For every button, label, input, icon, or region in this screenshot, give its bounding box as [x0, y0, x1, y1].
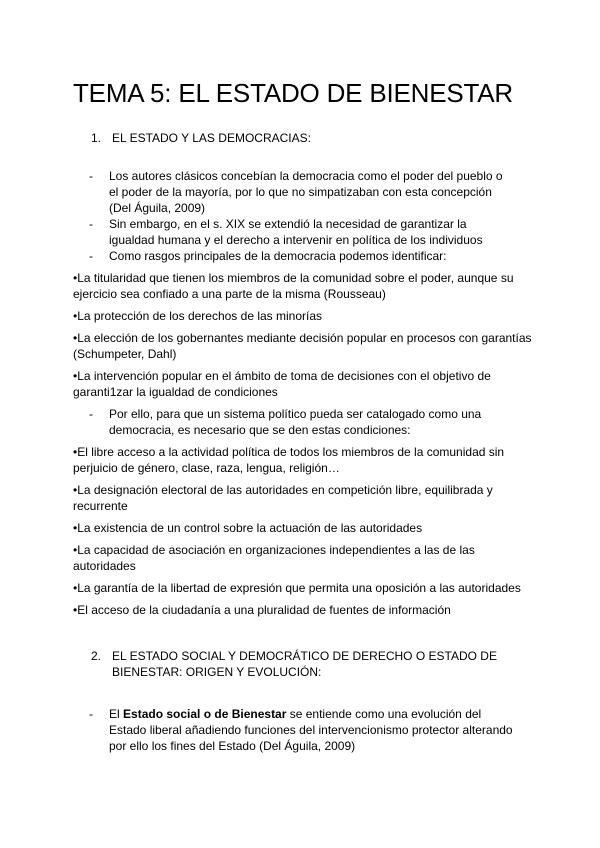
bullet-marker: •: [73, 521, 78, 535]
bullet-item: [73, 602, 533, 618]
text-suffix: se entiende como una evolución del Estado liberal añadiendo funciones del intervencionismo protector alterando por ello los fines del Estado (Del Águila, 2009): [109, 707, 513, 753]
bullet-marker: •: [73, 603, 78, 617]
bold-term: Estado social o de Bienestar: [123, 707, 287, 721]
bullet-marker: •: [73, 581, 78, 595]
text-prefix: El: [109, 707, 124, 721]
bullet-marker: •: [73, 331, 78, 345]
bullet-text: La garantía de la libertad de expresión que permita una oposición a las autoridades: [77, 581, 521, 595]
dash-item-text: Los autores clásicos concebían la democracia como el poder del pueblo o el poder de la mayoría, por lo que no simpatizaban con esta concepción (Del Águila, 2009): [109, 169, 503, 215]
dash-item-text: Por ello, para que un sistema político pueda ser catalogado como una democracia, es necesario que se den estas condiciones:: [109, 407, 482, 437]
bullet-item: [73, 270, 533, 302]
dash-marker: -: [89, 407, 93, 421]
section-title: EL ESTADO SOCIAL Y DEMOCRÁTICO DE DERECHO O ESTADO DE BIENESTAR: ORIGEN Y EVOLUCIÓN:: [112, 649, 497, 679]
section-title: EL ESTADO Y LAS DEMOCRACIAS:: [112, 131, 311, 145]
bullet-text: El libre acceso a la actividad política de todos los miembros de la comunidad sin perjuicio de género, clase, raza, lengua, religión…: [73, 445, 505, 475]
bullet-marker: •: [73, 543, 78, 557]
bullet-text: La protección de los derechos de las minorías: [77, 309, 323, 323]
bullet-item: [73, 580, 533, 596]
page-title: TEMA 5: EL ESTADO DE BIENESTAR: [73, 78, 513, 108]
dash-marker: -: [89, 169, 93, 183]
bullet-text: La capacidad de asociación en organizaciones independientes a las de las autoridades: [73, 543, 475, 573]
bullet-text: La existencia de un control sobre la actuación de las autoridades: [77, 521, 423, 535]
dash-marker: -: [89, 249, 93, 263]
bullet-item: [73, 482, 533, 514]
bullet-item: [73, 308, 533, 324]
bullet-marker: •: [73, 271, 78, 285]
dash-item-text: Como rasgos principales de la democracia podemos identificar:: [109, 249, 447, 263]
bullet-item: [73, 368, 533, 400]
bullet-item: [73, 444, 533, 476]
section-number: 2.: [91, 649, 102, 663]
bullet-item: [73, 542, 533, 574]
bullet-text: La titularidad que tienen los miembros de la comunidad sobre el poder, aunque su ejercicio sea confiado a una parte de la misma (Rousseau): [73, 271, 514, 301]
bullet-marker: •: [73, 369, 78, 383]
section-number: 1.: [91, 131, 102, 145]
dash-marker: -: [89, 707, 93, 721]
bullet-item: [73, 330, 533, 362]
bullet-text: El acceso de la ciudadanía a una pluralidad de fuentes de información: [77, 603, 451, 617]
bullet-text: La intervención popular en el ámbito de toma de decisiones con el objetivo de garanti1zar la igualdad de condiciones: [73, 369, 491, 399]
bullet-text: La elección de los gobernantes mediante decisión popular en procesos con garantías (Schumpeter, Dahl): [73, 331, 532, 361]
bullet-marker: •: [73, 309, 78, 323]
bullet-text: La designación electoral de las autoridades en competición libre, equilibrada y recurrente: [73, 483, 493, 513]
bullet-marker: •: [73, 483, 78, 497]
bullet-marker: •: [73, 445, 78, 459]
dash-item-text: [109, 706, 514, 754]
dash-marker: -: [89, 217, 93, 231]
dash-item-text: Sin embargo, en el s. XIX se extendió la necesidad de garantizar la igualdad humana y el derecho a intervenir en política de los individuos: [109, 217, 483, 247]
bullet-item: [73, 520, 533, 536]
